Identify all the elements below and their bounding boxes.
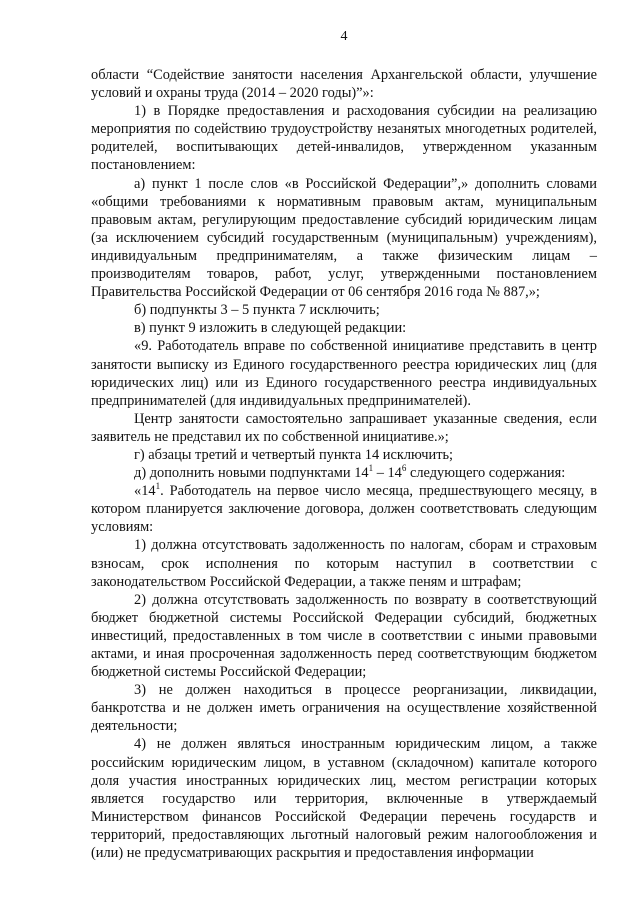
text-run: а) пункт 1 после слов «в Российской Федерации”,» дополнить словами «общими требованиями к нормативным правовым актам, муниципальным правовым актам, регулирующим предоставление субсидий юридическим лицам (за исключением субсидий государственным (муниципальным) учреждениям), индивидуальным предпринимателям, а также физическим лицам – производителям товаров, работ, услуг, утвержденными постановлением Правительства Российской Федерации от 06 сентября 2016 года № 887,»; [91, 175, 597, 301]
text-run: 4) не должен являться иностранным юридическим лицом, а также российским юридическим лицом, в уставном (складочном) капитале которого доля участия иностранных юридических лиц, местом регистрации которых является государство или территория, включенные в утверждаемый Министерством финансов Российской Федерации перечень государств и территорий, предоставляющих льготный налоговый режим налогообложения и (или) не предусматривающих раскрытия и предоставления информации [91, 736, 597, 862]
paragraph-p5 [91, 337, 597, 409]
page-number: 4 [340, 29, 348, 44]
paragraph-p11 [91, 591, 597, 681]
text-run: г) абзацы третий и четвертый пункта 14 исключить; [134, 446, 454, 463]
paragraph-p8 [91, 464, 597, 482]
text-run: б) подпункты 3 – 5 пункта 7 исключить; [134, 302, 380, 319]
paragraph-p12 [91, 681, 597, 735]
text-run: области “Содействие занятости населения Архангельской области, улучшение условий и охраны труда (2014 – 2020 годы)”»: [91, 67, 597, 102]
text-run: следующего содержания: [406, 465, 566, 482]
text-run: «14 [134, 483, 156, 500]
text-run: 2) должна отсутствовать задолженность по возврату в соответствующий бюджет бюджетной системы Российской Федерации субсидий, бюджетных инвестиций, предоставленных в том числе в соответствии с иными правовыми актами, и иная просроченная задолженность перед соответствующим бюджетом бюджетной системы Российской Федерации; [91, 591, 597, 681]
paragraph-p3 [91, 301, 597, 319]
text-run: – 14 [373, 465, 402, 482]
paragraph-p13 [91, 735, 597, 862]
text-run: д) дополнить новыми подпунктами 14 [134, 465, 369, 482]
text-run: . Работодатель на первое число месяца, предшествующего месяцу, в котором планируется заключение договора, должен соответствовать следующим условиям: [91, 483, 597, 536]
text-run: 1) должна отсутствовать задолженность по налогам, сборам и страховым взносам, срок исполнения по которым наступил в соответствии с законодательством Российской Федерации, а также пеням и штрафам; [91, 537, 597, 590]
paragraph-p6 [91, 410, 597, 446]
text-run: «9. Работодатель вправе по собственной инициативе представить в центр занятости выписку из Единого государственного реестра юридических лиц (для юридических лиц) или из Единого государственного реестра индивидуальных предпринимателей (для индивидуальных предпринимателей). [91, 338, 597, 409]
paragraph-p1 [91, 102, 597, 174]
paragraph-p0 [91, 66, 597, 102]
paragraph-p2 [91, 175, 597, 302]
superscript: 6 [401, 463, 407, 474]
paragraph-p7 [91, 446, 597, 464]
paragraph-p9 [91, 482, 597, 536]
text-run: в) пункт 9 изложить в следующей редакции: [134, 320, 407, 337]
paragraph-p4 [91, 319, 597, 337]
text-run: 1) в Порядке предоставления и расходования субсидии на реализацию мероприятия по содействию трудоустройству незанятых многодетных родителей, родителей, воспитывающих детей-инвалидов, утвержденном указанным постановлением: [91, 103, 597, 174]
text-run: Центр занятости самостоятельно запрашивает указанные сведения, если заявитель не представил их по собственной инициативе.»; [91, 410, 597, 445]
text-run: 3) не должен находиться в процессе реорганизации, ликвидации, банкротства и не должен иметь ограничения на осуществление хозяйственной деятельности; [91, 682, 597, 735]
document-body [91, 66, 597, 862]
superscript: 1 [368, 463, 374, 474]
superscript: 1 [155, 481, 161, 492]
paragraph-p10 [91, 536, 597, 590]
